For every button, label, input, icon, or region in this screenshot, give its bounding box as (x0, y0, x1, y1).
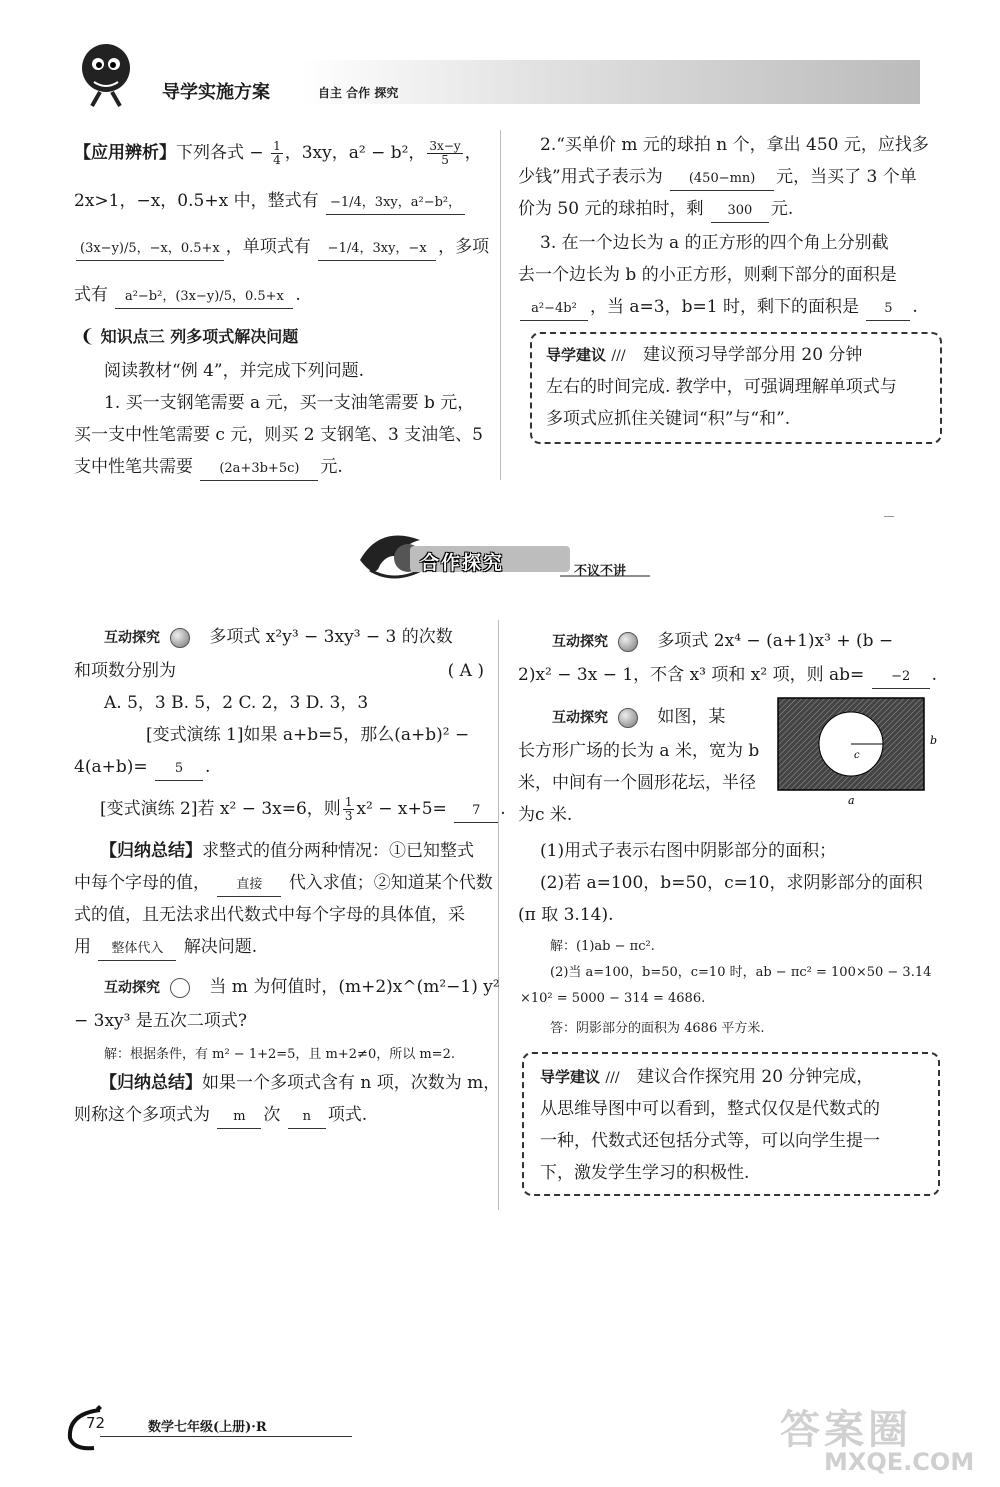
fraction-3x-y-5: $\frac{3x-y}{5}$ (429, 139, 461, 167)
summary-2-line-2: 则称这个多项式为 m 次 n 项式. (74, 1104, 367, 1129)
summary-1-line-2: 中每个字母的值， 直接 代入求值；②知道某个代数 (74, 872, 493, 897)
summary-1-line-1: 【归纳总结】求整式的值分两种情况：①已知整式 (100, 841, 474, 861)
explore-2-ball-icon (170, 978, 190, 998)
explore-3-badge: 互动探究 (552, 634, 608, 650)
q2-line-1: 2.“买单价 m 元的球拍 n 个，拿出 450 元，应找多 (540, 135, 929, 155)
explore-4-q2: (2)若 a=100，b=50，c=10，求阴影部分的面积 (540, 873, 923, 893)
advice-2-tag: 导学建议 (540, 1068, 601, 1086)
analysis-line-3 (74, 236, 489, 261)
figure-label-a: a (848, 794, 855, 807)
explore-1-ball-icon (170, 628, 190, 648)
explore-4-line-2: 长方形广场的长为 a 米，宽为 b (518, 741, 760, 761)
variant-1-line-1: [变式演练 1]如果 a+b=5，那么(a+b)² − (146, 725, 470, 745)
advice-2-line-2: 从思维导图中可以看到，整式仅仅是代数式的 (540, 1099, 880, 1119)
analysis-line-4: 式有 a²−b²，(3x−y)/5，0.5+x . (74, 284, 301, 309)
fraction-one-quarter: $\frac{1}{4}$ (273, 139, 281, 167)
column-divider-top (500, 130, 501, 480)
q1-line-3: 支中性笔共需要 (2a+3b+5c) 元. (74, 456, 343, 481)
banner-title: 合作探究 (420, 552, 505, 574)
answer-integers: −1/4，3xy，a²−b²， (326, 192, 465, 215)
explore-4-badge: 互动探究 (552, 710, 608, 726)
header-subtitle: 自主 合作 探究 (318, 86, 399, 100)
solution-line-1: 解：(1)ab − πc². (550, 939, 655, 954)
explore-1-options: A. 5，3 B. 5，2 C. 2，3 D. 3，3 (104, 693, 369, 713)
summary-1-answer-whole: 整体代入 (98, 938, 176, 961)
q1-answer: (2a+3b+5c) (200, 458, 318, 481)
summary-2-answer-m: m (217, 1106, 261, 1129)
watermark-url: MXQE.COM (824, 1448, 975, 1476)
watermark-logo: 答案圈 (780, 1407, 912, 1453)
explore-2-line-1: 互动探究 当 m 为何值时，(m+2)x^(m²−1) y² (100, 976, 500, 999)
explore-4-line-4: 为c 米. (518, 805, 573, 825)
explore-3-line-1: 互动探究 多项式 2x⁴ − (a+1)x³ + (b − (548, 630, 893, 653)
summary-2-line-1: 【归纳总结】如果一个多项式含有 n 项，次数为 m， (100, 1073, 501, 1093)
banner-subtitle: 不议不讲 (574, 564, 627, 579)
explore-3-answer: −2 (872, 666, 930, 689)
knowledge-point-3-title: ❨ 知识点三 列多项式解决问题 (80, 326, 299, 347)
explore-4-q2b: (π 取 3.14). (518, 905, 614, 925)
analysis-text-5: 式有 (74, 285, 108, 305)
q3-line-2: 去一个边长为 b 的小正方形，则剩下部分的面积是 (518, 265, 897, 285)
tick-mark (884, 516, 894, 517)
analysis-line-1: 【应用辨析】下列各式 − $\frac{1}{4}$ ，3xy，a² − b²， $\frac{3x-y}{5}$ ， (74, 139, 482, 167)
advice-2-line-1: 导学建议 /// 建议合作探究用 20 分钟完成， (540, 1067, 874, 1087)
footer-line (100, 1436, 352, 1437)
knowledge-point-icon: ❨ (80, 326, 96, 347)
advice-1-line-3: 多项式应抓住关键词“积”与“和”. (546, 409, 791, 429)
explore-2-solution: 解：根据条件，有 m² − 1+2=5，且 m+2≠0，所以 m=2. (104, 1047, 455, 1062)
figure-label-c: c (854, 750, 860, 761)
summary-2-answer-n: n (288, 1106, 326, 1129)
q2-line-2: 少钱”用式子表示为 (450−mn) 元，当买了 3 个单 (518, 166, 917, 191)
q2-answer-expression: (450−mn) (670, 168, 774, 191)
explore-3-ball-icon (618, 632, 638, 652)
analysis-text-1: 下列各式 (176, 143, 244, 163)
fraction-one-third: $\frac{1}{3}$ (344, 795, 353, 823)
q1-line-1: 1. 买一支钢笔需要 a 元，买一支油笔需要 b 元， (104, 393, 475, 413)
page-number: 72 (86, 1414, 106, 1432)
solution-line-4: 答：阴影部分的面积为 4686 平方米. (550, 1021, 765, 1036)
q2-answer-remaining: 300 (711, 200, 769, 223)
variant-2-line: [变式演练 2]若 x² − 3x=6，则 $\frac{1}{3}$ x² − x+5= 7 . (100, 795, 506, 823)
solution-line-2: (2)当 a=100，b=50，c=10 时，ab − πc² = 100×50 − 3.14 (550, 965, 932, 980)
explore-4-line-1: 互动探究 如图，某 (548, 706, 725, 729)
column-divider-bottom (498, 620, 499, 1210)
advice-2-line-3: 一种，代数式还包括分式等，可以向学生提一 (540, 1131, 880, 1151)
analysis-tag: 【应用辨析】 (74, 143, 176, 163)
kp3-intro: 阅读教材“例 4”，并完成下列问题. (104, 361, 365, 381)
answer-polynomials: a²−b²，(3x−y)/5，0.5+x (115, 286, 293, 309)
analysis-line-2 (74, 190, 467, 215)
answer-integers-cont: (3x−y)/5，−x，0.5+x (76, 238, 224, 261)
q2-line-3: 价为 50 元的球拍时，剩 300 元. (518, 198, 793, 223)
explore-1-line-2: 和项数分别为 ( A ) (74, 661, 484, 681)
explore-4-line-3: 米，中间有一个圆形花坛，半径 (518, 773, 756, 793)
q3-answer-value: 5 (866, 298, 910, 321)
advice-2-line-4: 下，激发学生学习的积极性. (540, 1163, 750, 1183)
book-label: 数学七年级(上册)·R (148, 1420, 267, 1435)
explore-2-line-2: − 3xy³ 是五次二项式? (74, 1011, 247, 1031)
analysis-text-2: 2x>1，−x，0.5+x 中，整式有 (74, 191, 319, 211)
q3-answer-area: a²−4b² (520, 298, 588, 321)
header (0, 0, 1000, 120)
advice-1-line-2: 左右的时间完成. 教学中，可强调理解单项式与 (546, 377, 897, 397)
advice-1-line-1: 导学建议 /// 建议预习导学部分用 20 分钟 (546, 345, 863, 365)
header-title: 导学实施方案 (162, 82, 270, 103)
variant-2-answer: 7 (454, 800, 498, 823)
summary-1-line-4: 用 整体代入 解决问题. (74, 936, 257, 961)
variant-1-answer: 5 (155, 758, 203, 781)
analysis-text-4: ，多项 (438, 237, 490, 257)
q3-line-1: 3. 在一个边长为 a 的正方形的四个角上分别截 (540, 233, 889, 253)
advice-slash-icon: /// (611, 348, 626, 364)
explore-1-answer: ( A ) (447, 661, 484, 681)
answer-monomials: −1/4，3xy，−x (318, 238, 436, 261)
explore-3-line-2: 2)x² − 3x − 1，不含 x³ 项和 x² 项，则 ab= −2 . (518, 664, 937, 689)
explore-4-q1: (1)用式子表示右图中阴影部分的面积； (540, 841, 837, 861)
explore-2-badge: 互动探究 (104, 980, 160, 996)
figure-label-b: b (930, 734, 938, 747)
summary-1-line-3: 式的值，且无法求出代数式中每个字母的具体值，采 (74, 905, 465, 925)
advice-1-tag: 导学建议 (546, 346, 607, 364)
analysis-text-1b: ，3xy，a² − b²， (284, 143, 426, 163)
mascot-logo (72, 38, 142, 110)
explore-1-badge: 互动探究 (104, 630, 160, 646)
variant-1-line-2: 4(a+b)= 5 . (74, 756, 210, 781)
explore-4-ball-icon (618, 708, 638, 728)
solution-line-3: ×10² = 5000 − 314 = 4686. (520, 991, 706, 1006)
explore-1-line-1: 互动探究 多项式 x²y³ − 3xy³ − 3 的次数 (100, 626, 453, 649)
advice-2-slash-icon: /// (605, 1070, 620, 1086)
analysis-text-3: ，单项式有 (225, 237, 311, 257)
q1-line-2: 买一支中性笔需要 c 元，则买 2 支钢笔、3 支油笔、5 (74, 425, 483, 445)
rectangle-circle-figure (776, 696, 946, 808)
summary-1-answer-direct: 直接 (217, 874, 281, 897)
q3-line-3: a²−4b² ，当 a=3，b=1 时，剩下的面积是 5 . (518, 296, 918, 321)
